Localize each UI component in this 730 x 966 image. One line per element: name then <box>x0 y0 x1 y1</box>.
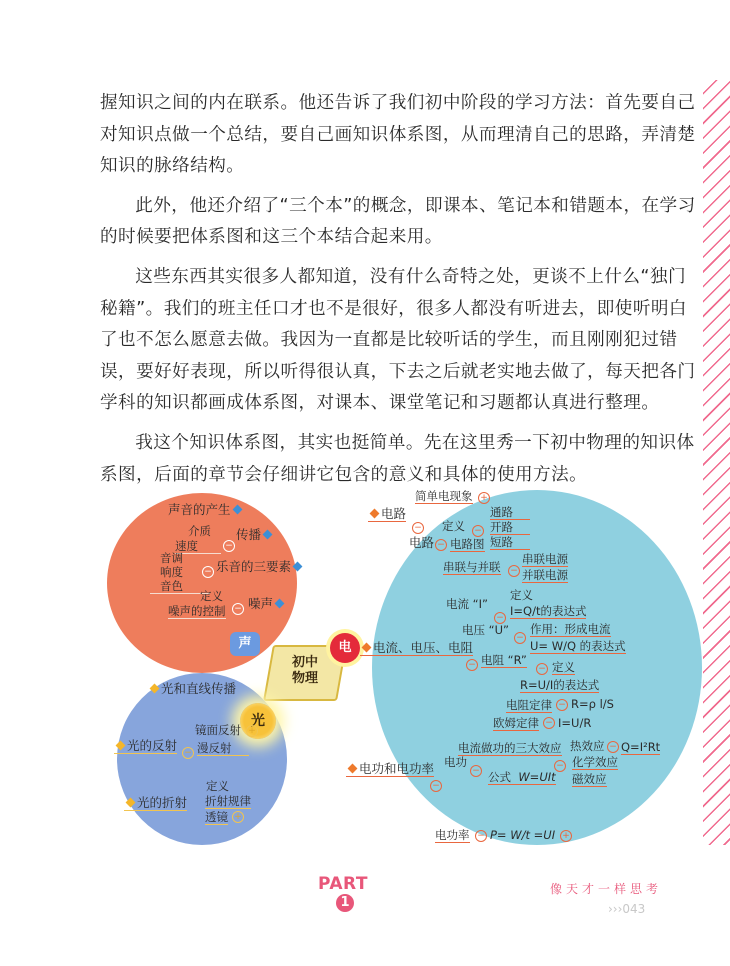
node-mirror-reflection: 镜面反射 <box>195 723 241 737</box>
node-ref-def: 定义 <box>206 779 229 793</box>
node-circuit-root: 电路 <box>368 507 406 522</box>
node-noise-def: 定义 <box>200 589 223 603</box>
collapse-toggle[interactable]: − <box>514 632 526 644</box>
node-three-elements: 乐音的三要素 <box>216 560 304 574</box>
node-short: 短路 <box>490 535 530 550</box>
node-speed: 速度 <box>175 539 221 554</box>
node-pitch: 音调 <box>160 551 183 565</box>
collapse-toggle[interactable]: − <box>543 717 555 729</box>
node-straight-line: 光和直线传播 <box>148 682 236 696</box>
node-voltage-role: 作用：形成电流 <box>530 622 611 636</box>
paragraph: 这些东西其实很多人都知道，没有什么奇特之处，更谈不上什么“独门秘籍”。我们的班主任口才也不是很好，很多人都没有听进去，即使听明白了也不怎么愿意去做。我因为一直都是比较听话的学生，而且刚刚犯过错误，要好好表现，所以听得很认真，下去之后就老实地去做了，每天把各门学科的知识都画成体系图，对课本、课堂笔记和习题都认真进行整理。 <box>100 266 696 414</box>
node-res-expr: R=U/I的表达式 <box>520 678 600 692</box>
collapse-toggle[interactable]: − <box>232 603 244 615</box>
node-power-formula: P= W/t =UI <box>490 828 556 842</box>
collapse-toggle[interactable]: − <box>202 566 214 578</box>
physics-mind-map <box>110 485 700 855</box>
paragraph: 握知识之间的内在联系。他还告诉了我们初中阶段的学习方法：首先要自己对知识点做一个总结，要自己画知识体系图，从而理清自己的思路，弄清楚知识的脉络结构。 <box>100 93 696 177</box>
node-current: 电流 “I” <box>446 597 488 611</box>
collapse-toggle[interactable]: − <box>475 830 487 842</box>
center-line1: 初中 <box>291 655 318 670</box>
node-closed: 通路 <box>490 505 530 520</box>
node-reflection: 光的反射 <box>114 739 177 754</box>
node-circuit-diagram: 电路图 <box>450 537 485 551</box>
node-simple-phenomena: 简单电现象 <box>415 489 473 503</box>
sound-badge: 声 <box>230 632 260 656</box>
node-magnetic: 磁效应 <box>572 772 607 786</box>
node-heat: 热效应 <box>570 739 605 753</box>
node-chemical: 化学效应 <box>572 755 618 769</box>
node-open: 开路 <box>490 520 530 535</box>
node-lens: 透镜 <box>205 810 228 824</box>
node-civr: 电流、电压、电阻 <box>360 641 473 656</box>
collapse-toggle[interactable]: − <box>508 565 520 577</box>
collapse-toggle[interactable]: − <box>182 747 194 759</box>
node-refraction: 光的折射 <box>124 796 187 811</box>
expand-toggle[interactable]: + <box>246 725 258 737</box>
decorative-stripes <box>703 80 730 845</box>
node-ohm-formula: I=U/R <box>558 716 592 730</box>
node-formula: 公式 W=UIt <box>488 770 556 784</box>
node-heat-formula: Q=I²Rt <box>621 740 661 754</box>
collapse-toggle[interactable]: − <box>472 525 484 537</box>
node-res-law-formula: R=ρ l/S <box>571 697 614 711</box>
collapse-toggle[interactable]: − <box>435 539 447 551</box>
collapse-toggle[interactable]: − <box>494 612 506 624</box>
node-power: 电功率 <box>435 828 470 842</box>
node-propagation: 传播 <box>236 528 274 542</box>
node-definition: 定义 <box>442 519 465 533</box>
collapse-toggle[interactable]: − <box>554 760 566 772</box>
expand-toggle[interactable]: + <box>560 830 572 842</box>
center-topic <box>275 655 335 687</box>
collapse-toggle[interactable]: − <box>556 699 568 711</box>
node-voltage-expr: U= W/Q 的表达式 <box>530 639 626 653</box>
node-voltage: 电压 “U” <box>462 623 509 637</box>
node-current-expr: I=Q/t的表达式 <box>510 604 587 618</box>
paragraph: 此外，他还介绍了“三个本”的概念，即课本、笔记本和错题本，在学习的时候要把体系图和这三个本结合起来用。 <box>100 195 696 248</box>
node-loudness: 响度 <box>160 565 183 579</box>
expand-toggle[interactable]: + <box>478 492 490 504</box>
node-medium: 介质 <box>188 524 211 538</box>
node-parallel-source: 并联电源 <box>522 568 568 582</box>
node-resistance: 电阻 “R” <box>481 653 527 667</box>
running-title: 像天才一样思考 <box>550 882 663 896</box>
part-label: PART <box>318 874 368 894</box>
node-noise: 噪声 <box>248 597 286 611</box>
page-number: ›››043 <box>608 902 646 916</box>
node-res-law: 电阻定律 <box>506 698 552 712</box>
paragraph: 我这个知识体系图，其实也挺简单。先在这里秀一下初中物理的知识体系图，后面的章节会仔细讲它包含的意义和具体的使用方法。 <box>100 432 695 485</box>
electricity-badge: 电 <box>330 633 360 663</box>
light-badge: 光 <box>240 703 276 739</box>
node-noise-control: 噪声的控制 <box>168 604 226 618</box>
node-circuit: 电路 <box>409 535 435 550</box>
node-timbre: 音色 <box>150 579 210 594</box>
part-number: 1 <box>336 894 354 912</box>
node-series-source: 串联电源 <box>522 552 568 566</box>
node-ohm: 欧姆定律 <box>493 716 539 730</box>
collapse-toggle[interactable]: − <box>607 741 619 753</box>
node-power-root: 电功和电功率 <box>346 762 434 777</box>
node-ref-law: 折射规律 <box>205 794 251 808</box>
center-line2: 物理 <box>291 671 318 686</box>
node-three-effects: 电流做功的三大效应 <box>458 741 562 755</box>
node-res-def: 定义 <box>552 660 575 674</box>
node-sound-production: 声音的产生 <box>168 503 244 517</box>
expand-toggle[interactable]: + <box>232 811 244 823</box>
collapse-toggle[interactable]: − <box>470 765 482 777</box>
collapse-toggle[interactable]: − <box>412 522 424 534</box>
collapse-toggle[interactable]: − <box>223 540 235 552</box>
node-work: 电功 <box>444 755 467 769</box>
body-text <box>100 88 702 499</box>
collapse-toggle[interactable]: − <box>430 780 442 792</box>
node-series-parallel: 串联与并联 <box>443 560 501 574</box>
collapse-toggle[interactable]: − <box>466 659 478 671</box>
node-diffuse: 漫反射 <box>197 741 249 756</box>
light-circle <box>117 673 287 845</box>
collapse-toggle[interactable]: − <box>536 663 548 675</box>
node-current-def: 定义 <box>510 588 533 602</box>
